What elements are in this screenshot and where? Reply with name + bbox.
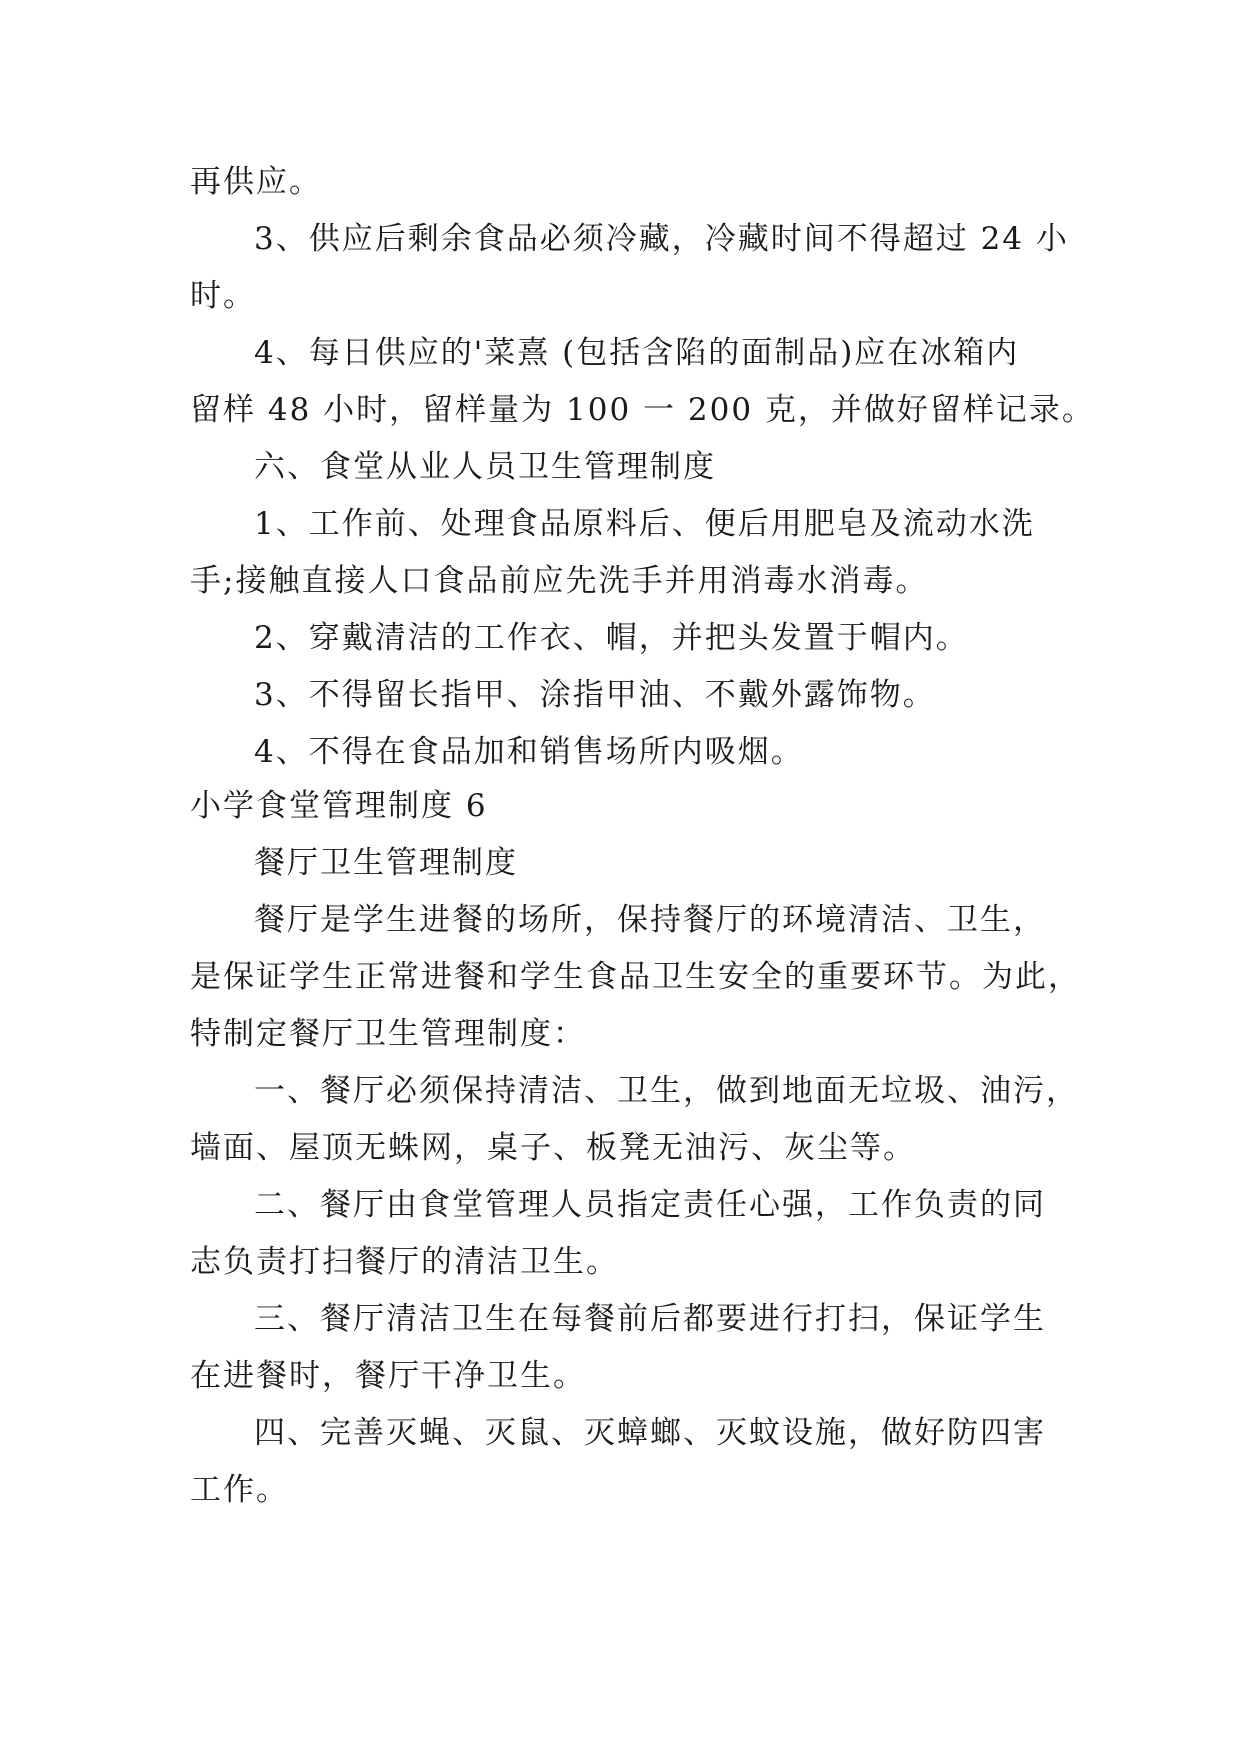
paragraph-line: 志负责打扫餐厅的清洁卫生。 xyxy=(190,1244,619,1280)
paragraph-line: 时。 xyxy=(190,278,256,314)
paragraph-line: 工作。 xyxy=(190,1472,289,1508)
paragraph-line: 1、工作前、处理食品原料后、便后用肥皂及流动水洗 xyxy=(254,506,1035,542)
paragraph-line: 二、餐厅由食堂管理人员指定责任心强，工作负责的同 xyxy=(254,1187,1046,1223)
paragraph-line: 一、餐厅必须保持清洁、卫生，做到地面无垃圾、油污， xyxy=(254,1073,1079,1109)
paragraph-line: 餐厅是学生进餐的场所，保持餐厅的环境清洁、卫生， xyxy=(254,902,1046,938)
paragraph-line: 手;接触直接人口食品前应先洗手并用消毒水消毒。 xyxy=(190,563,929,599)
document-title: 小学食堂管理制度 6 xyxy=(190,788,488,824)
section-heading: 六、食堂从业人员卫生管理制度 xyxy=(254,449,716,485)
paragraph-line: 3、不得留长指甲、涂指甲油、不戴外露饰物。 xyxy=(254,677,936,713)
paragraph-line: 在进餐时，餐厅干净卫生。 xyxy=(190,1358,586,1394)
paragraph-line: 三、餐厅清洁卫生在每餐前后都要进行打扫，保证学生 xyxy=(254,1301,1046,1337)
paragraph-line: 墙面、屋顶无蛛网，桌子、板凳无油污、灰尘等。 xyxy=(190,1130,916,1166)
paragraph-line: 4、每日供应的'菜熹 (包括含陷的面制品)应在冰箱内 xyxy=(254,335,1020,371)
paragraph-line: 留样 48 小时，留样量为 100 一 200 克，并做好留样记录。 xyxy=(190,392,1095,428)
paragraph-line: 4、不得在食品加和销售场所内吸烟。 xyxy=(254,734,804,770)
paragraph-line: 3、供应后剩余食品必须冷藏，冷藏时间不得超过 24 小 xyxy=(254,221,1069,257)
paragraph-line: 2、穿戴清洁的工作衣、帽，并把头发置于帽内。 xyxy=(254,620,969,656)
paragraph-line: 特制定餐厅卫生管理制度： xyxy=(190,1016,586,1052)
paragraph-line: 四、完善灭蝇、灭鼠、灭蟑螂、灭蚊设施，做好防四害 xyxy=(254,1415,1046,1451)
paragraph-line: 再供应。 xyxy=(190,164,322,200)
paragraph-line: 是保证学生正常进餐和学生食品卫生安全的重要环节。为此， xyxy=(190,959,1081,995)
section-heading: 餐厅卫生管理制度 xyxy=(254,845,518,881)
